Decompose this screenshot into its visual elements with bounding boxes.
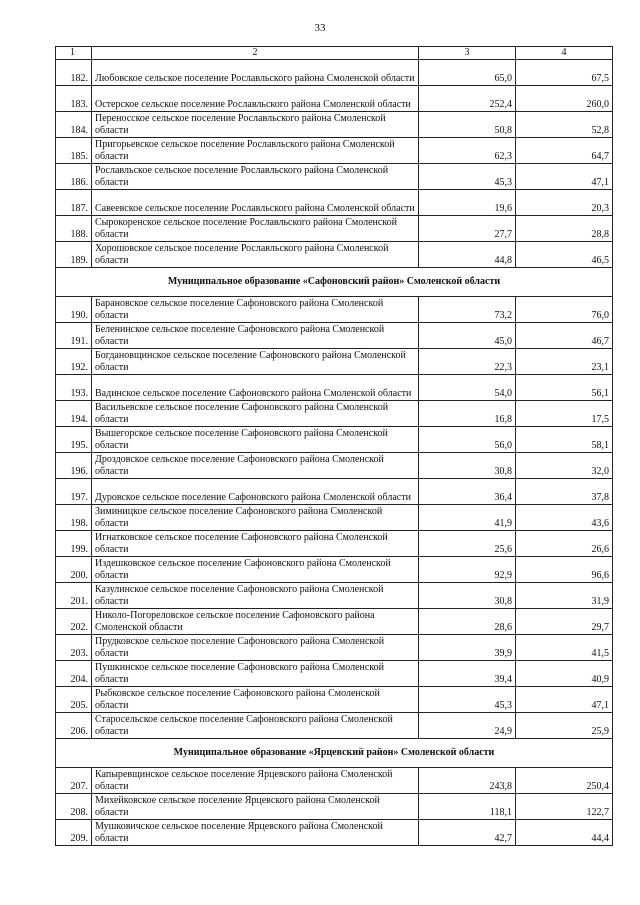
budget-table [55,46,613,846]
value-col3: 30,8 [419,583,516,609]
value-col3: 65,0 [419,60,516,86]
header-row [56,47,613,60]
row-number: 202. [56,609,92,635]
value-col3: 45,3 [419,164,516,190]
value-col3: 45,0 [419,323,516,349]
value-col3: 56,0 [419,427,516,453]
row-number: 195. [56,427,92,453]
row-number: 192. [56,349,92,375]
table-row [56,323,613,349]
value-col3: 30,8 [419,453,516,479]
value-col4: 122,7 [516,794,613,820]
value-col4: 41,5 [516,635,613,661]
table-row [56,86,613,112]
table-row [56,401,613,427]
value-col4: 47,1 [516,687,613,713]
value-col3: 45,3 [419,687,516,713]
value-col3: 73,2 [419,297,516,323]
table-row [56,768,613,794]
row-number: 193. [56,375,92,401]
row-number: 184. [56,112,92,138]
table-row [56,794,613,820]
table-row [56,375,613,401]
column-header: 4 [516,47,613,60]
value-col3: 243,8 [419,768,516,794]
section-title: Муниципальное образование «Сафоновский район» Смоленской области [56,268,613,297]
value-col3: 27,7 [419,216,516,242]
table-row [56,427,613,453]
table-row [56,349,613,375]
settlement-name: Переносское сельское поселение Рославльского района Смоленской области [92,112,419,138]
row-number: 206. [56,713,92,739]
table-row [56,557,613,583]
row-number: 183. [56,86,92,112]
settlement-name: Любовское сельское поселение Рославльского района Смоленской области [92,60,419,86]
value-col4: 32,0 [516,453,613,479]
row-number: 207. [56,768,92,794]
value-col3: 39,9 [419,635,516,661]
page-number: 33 [314,22,326,34]
row-number: 196. [56,453,92,479]
table-row [56,297,613,323]
value-col3: 28,6 [419,609,516,635]
value-col3: 62,3 [419,138,516,164]
settlement-name: Дуровское сельское поселение Сафоновского района Смоленской области [92,479,419,505]
value-col4: 47,1 [516,164,613,190]
settlement-name: Прудковское сельское поселение Сафоновского района Смоленской области [92,635,419,661]
settlement-name: Издешковское сельское поселение Сафоновского района Смоленской области [92,557,419,583]
value-col3: 22,3 [419,349,516,375]
settlement-name: Сырокоренское сельское поселение Рославльского района Смоленской области [92,216,419,242]
row-number: 188. [56,216,92,242]
value-col3: 50,8 [419,112,516,138]
value-col3: 252,4 [419,86,516,112]
value-col4: 20,3 [516,190,613,216]
settlement-name: Игнатковское сельское поселение Сафоновского района Смоленской области [92,531,419,557]
value-col4: 23,1 [516,349,613,375]
table-row [56,661,613,687]
table-row [56,531,613,557]
settlement-name: Барановское сельское поселение Сафоновского района Смоленской области [92,297,419,323]
table-row [56,138,613,164]
value-col4: 17,5 [516,401,613,427]
settlement-name: Зиминицкое сельское поселение Сафоновского района Смоленской области [92,505,419,531]
settlement-name: Пушкинское сельское поселение Сафоновского района Смоленской области [92,661,419,687]
value-col3: 118,1 [419,794,516,820]
value-col3: 39,4 [419,661,516,687]
value-col3: 25,6 [419,531,516,557]
settlement-name: Беленинское сельское поселение Сафоновского района Смоленской области [92,323,419,349]
settlement-name: Пригорьевское сельское поселение Рославльского района Смоленской области [92,138,419,164]
row-number: 194. [56,401,92,427]
row-number: 201. [56,583,92,609]
settlement-name: Остерское сельское поселение Рославльского района Смоленской области [92,86,419,112]
block2-rows [56,297,613,739]
value-col4: 26,6 [516,531,613,557]
settlement-name: Рославльское сельское поселение Рославльского района Смоленской области [92,164,419,190]
row-number: 208. [56,794,92,820]
settlement-name: Казулинское сельское поселение Сафоновского района Смоленской области [92,583,419,609]
settlement-name: Рыбковское сельское поселение Сафоновского района Смоленской области [92,687,419,713]
value-col3: 36,4 [419,479,516,505]
table-row [56,583,613,609]
row-number: 197. [56,479,92,505]
value-col4: 250,4 [516,768,613,794]
value-col4: 64,7 [516,138,613,164]
section-title: Муниципальное образование «Ярцевский район» Смоленской области [56,739,613,768]
settlement-name: Вадинское сельское поселение Сафоновского района Смоленской области [92,375,419,401]
value-col4: 37,8 [516,479,613,505]
value-col4: 31,9 [516,583,613,609]
value-col3: 16,8 [419,401,516,427]
table-row [56,453,613,479]
table-row [56,479,613,505]
table-row [56,820,613,846]
row-number: 185. [56,138,92,164]
settlement-name: Хорошовское сельское поселение Рославльского района Смоленской области [92,242,419,268]
settlement-name: Николо-Погореловское сельское поселение Сафоновского района Смоленской области [92,609,419,635]
value-col4: 96,6 [516,557,613,583]
settlement-name: Дроздовское сельское поселение Сафоновского района Смоленской области [92,453,419,479]
value-col4: 46,7 [516,323,613,349]
row-number: 209. [56,820,92,846]
value-col4: 56,1 [516,375,613,401]
value-col3: 19,6 [419,190,516,216]
value-col4: 28,8 [516,216,613,242]
value-col3: 24,9 [419,713,516,739]
settlement-name: Васильевское сельское поселение Сафоновского района Смоленской области [92,401,419,427]
table-row [56,687,613,713]
table-row [56,112,613,138]
row-number: 190. [56,297,92,323]
block3-rows [56,768,613,846]
value-col3: 92,9 [419,557,516,583]
row-number: 187. [56,190,92,216]
section-heading-yartsevo [56,739,613,768]
value-col4: 46,5 [516,242,613,268]
table-row [56,713,613,739]
settlement-name: Старосельское сельское поселение Сафоновского района Смоленской области [92,713,419,739]
table-row [56,60,613,86]
row-number: 204. [56,661,92,687]
value-col4: 260,0 [516,86,613,112]
settlement-name: Савеевское сельское поселение Рославльского района Смоленской области [92,190,419,216]
table-row [56,190,613,216]
row-number: 189. [56,242,92,268]
value-col3: 44,8 [419,242,516,268]
table-row [56,242,613,268]
value-col4: 25,9 [516,713,613,739]
value-col4: 58,1 [516,427,613,453]
row-number: 182. [56,60,92,86]
settlement-name: Мушковичское сельское поселение Ярцевского района Смоленской области [92,820,419,846]
settlement-name: Михейковское сельское поселение Ярцевского района Смоленской области [92,794,419,820]
value-col3: 41,9 [419,505,516,531]
settlement-name: Богдановщинское сельское поселение Сафоновского района Смоленской области [92,349,419,375]
column-header: 1 [56,47,92,60]
value-col4: 44,4 [516,820,613,846]
value-col4: 29,7 [516,609,613,635]
column-header: 2 [92,47,419,60]
table-row [56,216,613,242]
column-header: 3 [419,47,516,60]
value-col4: 67,5 [516,60,613,86]
section-heading-safonovo [56,268,613,297]
table-row [56,164,613,190]
row-number: 191. [56,323,92,349]
value-col4: 40,9 [516,661,613,687]
settlement-name: Капыревщинское сельское поселение Ярцевского района Смоленской области [92,768,419,794]
row-number: 186. [56,164,92,190]
row-number: 205. [56,687,92,713]
value-col4: 52,8 [516,112,613,138]
settlement-name: Вышегорское сельское поселение Сафоновского района Смоленской области [92,427,419,453]
table-row [56,505,613,531]
value-col4: 76,0 [516,297,613,323]
value-col3: 54,0 [419,375,516,401]
row-number: 203. [56,635,92,661]
value-col3: 42,7 [419,820,516,846]
table-row [56,609,613,635]
table-row [56,635,613,661]
row-number: 198. [56,505,92,531]
value-col4: 43,6 [516,505,613,531]
row-number: 200. [56,557,92,583]
block1-rows [56,60,613,268]
row-number: 199. [56,531,92,557]
